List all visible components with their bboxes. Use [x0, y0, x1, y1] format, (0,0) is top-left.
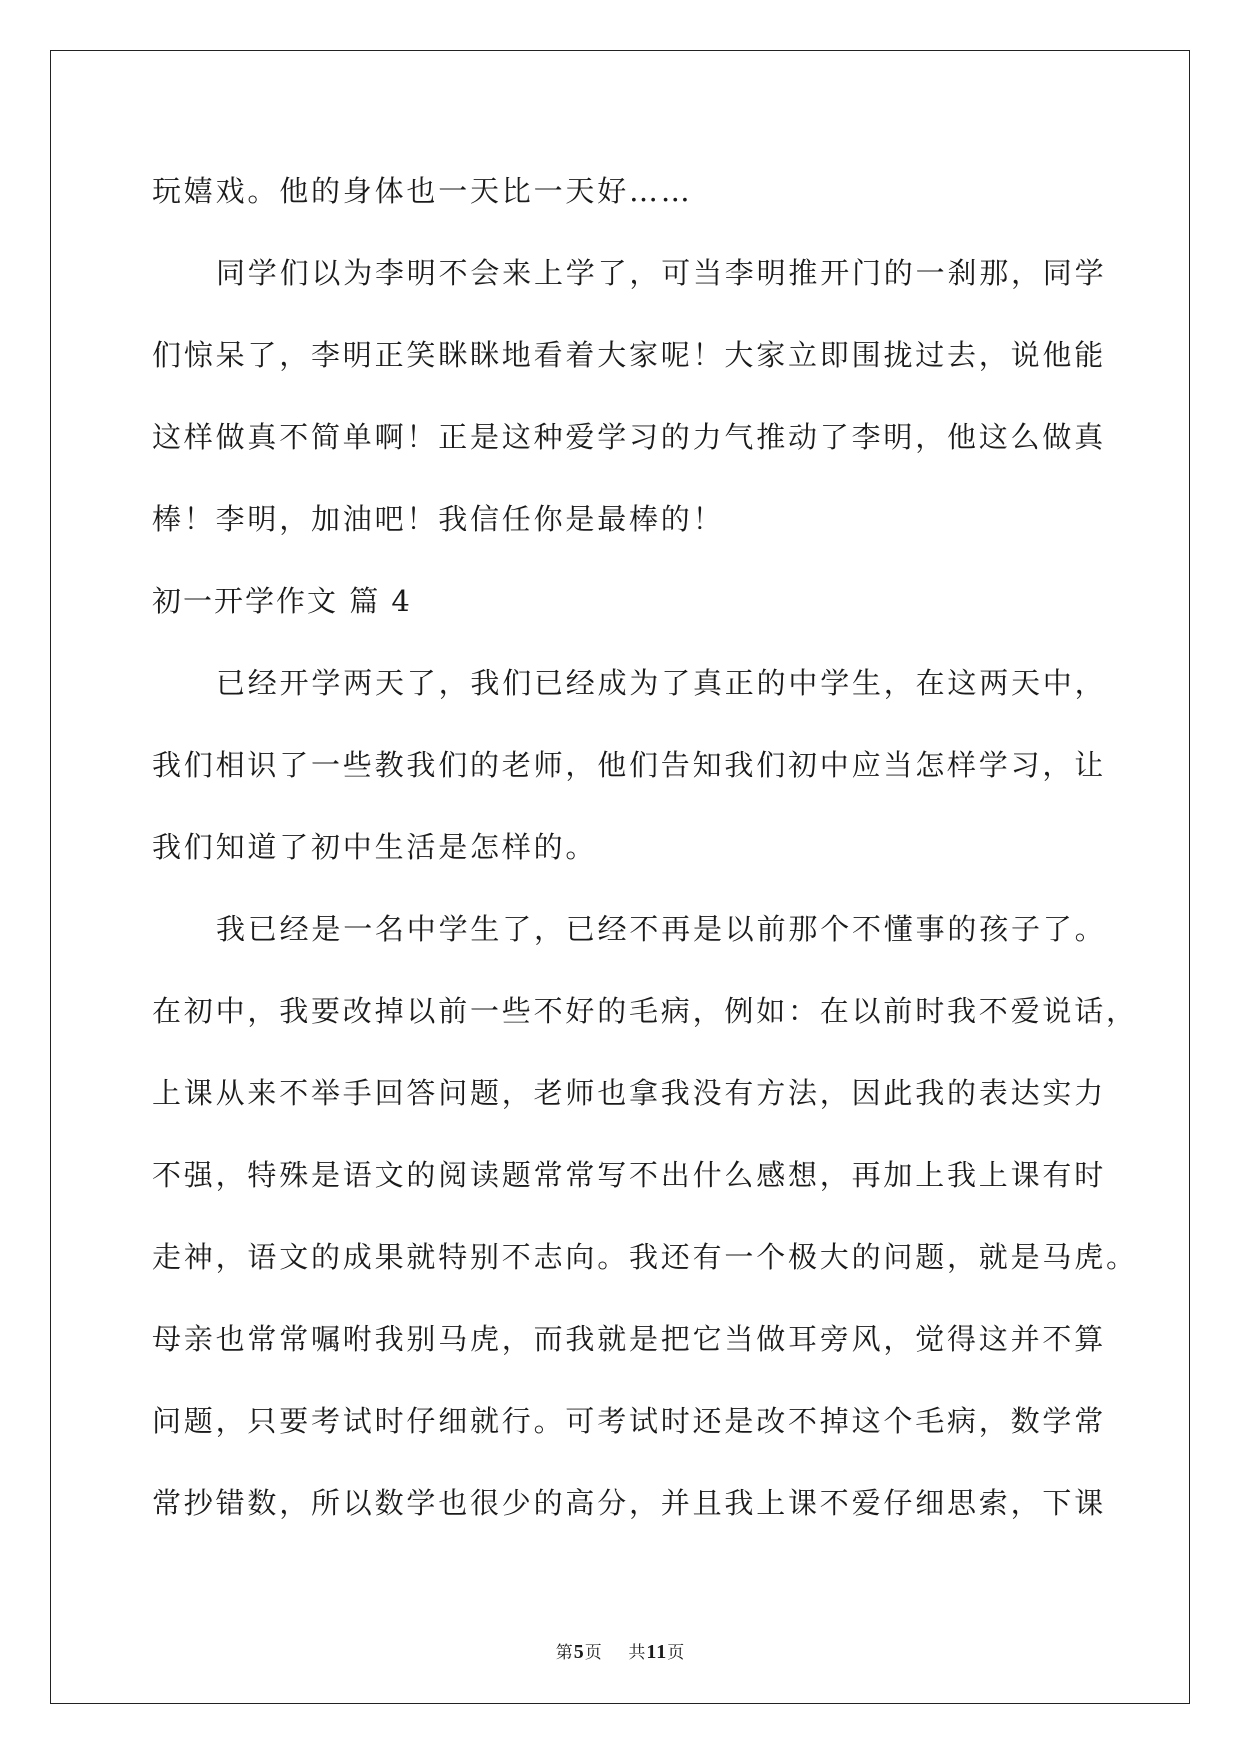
text-line: 们惊呆了，李明正笑眯眯地看着大家呢！大家立即围拢过去，说他能 — [152, 338, 1107, 372]
total-unit: 页 — [667, 1643, 686, 1663]
total-prefix: 共 — [628, 1643, 647, 1663]
text-line: 问题，只要考试时仔细就行。可考试时还是改不掉这个毛病，数学常 — [152, 1404, 1107, 1438]
document-body — [152, 150, 1138, 1544]
text-line: 玩嬉戏。他的身体也一天比一天好…… — [152, 174, 693, 208]
text-line: 在初中，我要改掉以前一些不好的毛病，例如：在以前时我不爱说话， — [152, 994, 1138, 1028]
text-line: 我已经是一名中学生了，已经不再是以前那个不懂事的孩子了。 — [216, 912, 1107, 946]
page-unit: 页 — [584, 1643, 603, 1663]
text-line: 这样做真不简单啊！正是这种爱学习的力气推动了李明，他这么做真 — [152, 420, 1107, 454]
page-number: 5 — [573, 1641, 585, 1663]
page-prefix: 第 — [555, 1643, 574, 1663]
text-line: 我们知道了初中生活是怎样的。 — [152, 830, 598, 864]
text-line: 不强，特殊是语文的阅读题常常写不出什么感想，再加上我上课有时 — [152, 1158, 1107, 1192]
section-title: 初一开学作文 篇 4 — [152, 584, 412, 618]
text-line: 已经开学两天了，我们已经成为了真正的中学生，在这两天中， — [216, 666, 1107, 700]
total-pages: 11 — [646, 1641, 668, 1663]
text-line: 常抄错数，所以数学也很少的高分，并且我上课不爱仔细思索，下课 — [152, 1486, 1107, 1520]
text-line: 同学们以为李明不会来上学了，可当李明推开门的一刹那，同学 — [216, 256, 1107, 290]
text-line: 上课从来不举手回答问题，老师也拿我没有方法，因此我的表达实力 — [152, 1076, 1107, 1110]
text-line: 母亲也常常嘱咐我别马虎，而我就是把它当做耳旁风，觉得这并不算 — [152, 1322, 1107, 1356]
page-footer — [0, 1638, 1241, 1664]
text-line: 走神，语文的成果就特别不志向。我还有一个极大的问题，就是马虎。 — [152, 1240, 1138, 1274]
text-line: 我们相识了一些教我们的老师，他们告知我们初中应当怎样学习，让 — [152, 748, 1107, 782]
text-line: 棒！李明，加油吧！我信任你是最棒的！ — [152, 502, 725, 536]
